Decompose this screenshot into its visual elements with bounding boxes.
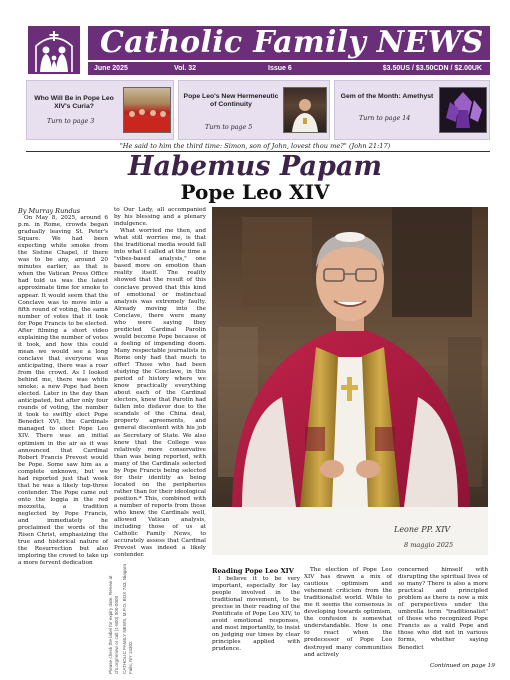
amethyst-photo — [439, 87, 487, 133]
pope-leo-portrait — [212, 207, 488, 555]
article-column-2 — [114, 207, 206, 559]
newspaper-title: Catholic Family NEWS — [100, 25, 484, 60]
signature-date: 8 maggio 2025 — [404, 541, 454, 549]
issue-date: June 2025 — [94, 65, 128, 72]
article-paragraph: On May 8, 2025, around 6 p.m. in Rome, crowds began gradually leaving St. Peter's Square. We had been expecting white smoke from the Sistine Chapel, if there was to be any, around 20 minutes earlier, as that is when the Vatican Press Office had told us was the latest approximate time for smoke to appear. It would seem that the Conclave was to move into a fifth round of voting, the same number of votes that it took for Pope Francis to be elected. After filming a short video explaining the number of votes it took, and how this could mean we would see a long conclave that everyone was anticipating, there was a roar from the crowd. As I looked behind me, there was white smoke; a new Pope had been elected. Later in the day than anticipated, but after only four rounds of voting, the number it took to swiftly elect Pope Benedict XVI, the Cardinals managed to elect Pope Leo XIV. There was an initial optimism in the air as it was announced that Cardinal Robert Francis Prevost would be Pope. Some saw him as a complete unknown, but we had reported just that week that he was a likely top-three contender. The Pope came out onto the loggia in the red mozzetta, a tradition neglected by Pope Francis, and immediately he proclaimed the words of the Risen Christ, emphasizing the true and historical nature of the Resurrection but also imploring the crowd to take up a more fervent dedication — [18, 215, 108, 567]
article-paragraph: to Our Lady, all accompanied by his blessing and a plenary indulgence. — [114, 207, 206, 228]
article-paragraph: The election of Pope Leo XIV has drawn a mix of cautious optimism and vehement criticism from the traditionalist world. While to me it seems the consensus is developing towards optimism, the confusion is somewhat understandable. How is one to react when the predecessor of Pope Leo destroyed many communities and actively — [304, 567, 392, 658]
teaser-page-ref: Turn to page 14 — [359, 115, 411, 122]
holy-family-icon — [28, 26, 80, 74]
teaser-hermeneutic[interactable] — [178, 80, 330, 140]
section-heading: Reading Pope Leo XIV — [212, 567, 294, 575]
issue-number: Issue 6 — [268, 65, 292, 72]
teaser-curia[interactable] — [26, 80, 174, 140]
article-column-1 — [18, 215, 108, 670]
volume-number: Vol. 32 — [174, 65, 197, 72]
papal-signature: Leone PP. XIV — [394, 525, 451, 534]
renewal-notice: Please check the label for expiry date. Renew at cfn.org/renew or call (1-800) 000-0000 — [108, 575, 119, 674]
teaser-title: Pope Leo's New Hermeneutic of Continuity — [183, 93, 279, 108]
article-paragraph: What worried me then, and what still worries me, is that the traditional media would fall into what I called at the time a "vibes-based analysis," one based more on emotion than reality itself. The reality showed that the result of this conclave proved that this kind of emotional or instinctual analysis was extremely faulty. Already moving into the Conclave, there were many who were saying they predicted Cardinal Parolin would become Pope because of a feeling of impending doom. Many respectable journalists in Rome only had that much to offer! Those who had been studying the Conclave, in this period of history where we know practically everything about each of the Cardinal electors, knew that Parolin had fallen into disfavor due to the scandals of the China deal, property agreements, and general discontent with his job as Secretary of State. We also knew that the College was relatively more conservative than was being reported, with many of the Cardinals selected by Pope Francis being selected for their identity as being located on the peripheries rather than for their ideological position.* This, combined with a number of reports from those who knew the Cardinals well, allowed Vatican analysis, including those of us at Catholic Family News, to accurately assess that Cardinal Prevost was indeed a likely contender. — [114, 228, 206, 559]
subheadline: Pope Leo XIV — [180, 180, 330, 204]
byline: By Murray Rundus — [18, 207, 81, 215]
teaser-page-ref: Turn to page 5 — [205, 124, 253, 131]
cardinals-photo — [123, 87, 171, 133]
continued-link[interactable]: Continued on page 19 — [430, 663, 495, 669]
teaser-title: Gem of the Month: Amethyst — [340, 93, 434, 100]
reading-column-3 — [398, 567, 488, 661]
article-paragraph: I believe it to be very important, especially for lay people involved in the traditional movement, to be precise in their reading of the Pontificate of Pope Leo XIV, to avoid emotional responses, and most importantly, to insist on judging our times by clear principles applied with prudence. — [212, 576, 300, 653]
reading-column-2 — [304, 567, 392, 673]
reading-column-1 — [212, 576, 300, 672]
teaser-page-ref: Turn to page 3 — [47, 118, 95, 125]
mailing-label-strip — [108, 560, 208, 674]
cover-price: $3.50US / $3.50CDN / $2.00UK — [382, 65, 482, 72]
teaser-title: Who Will Be in Pope Leo XIV's Curia? — [34, 95, 114, 110]
pope-leo-teaser-photo — [283, 87, 327, 133]
masthead-logo — [28, 26, 80, 74]
masthead-info-bar — [88, 62, 490, 75]
headline: Habemus Papam — [128, 151, 382, 182]
scripture-quote: "He said to him the third time: Simon, son of John, lovest thou me?" (John 21:17) — [119, 142, 391, 150]
teaser-gem[interactable] — [334, 80, 490, 140]
article-paragraph: concerned himself with disrupting the spiritual lives of so many? There is also a more practical and principled problem as there is now a mix of perspectives under the umbrella term "traditionalist" of those who recognized Pope Francis as a valid Pope and those who did not in various forms, whether saying Benedict — [398, 567, 488, 651]
mailing-address: CATHOLIC FAMILY NEWS, M.P.O. BOX 743, Niagara Falls, NY 14302 — [122, 564, 133, 674]
